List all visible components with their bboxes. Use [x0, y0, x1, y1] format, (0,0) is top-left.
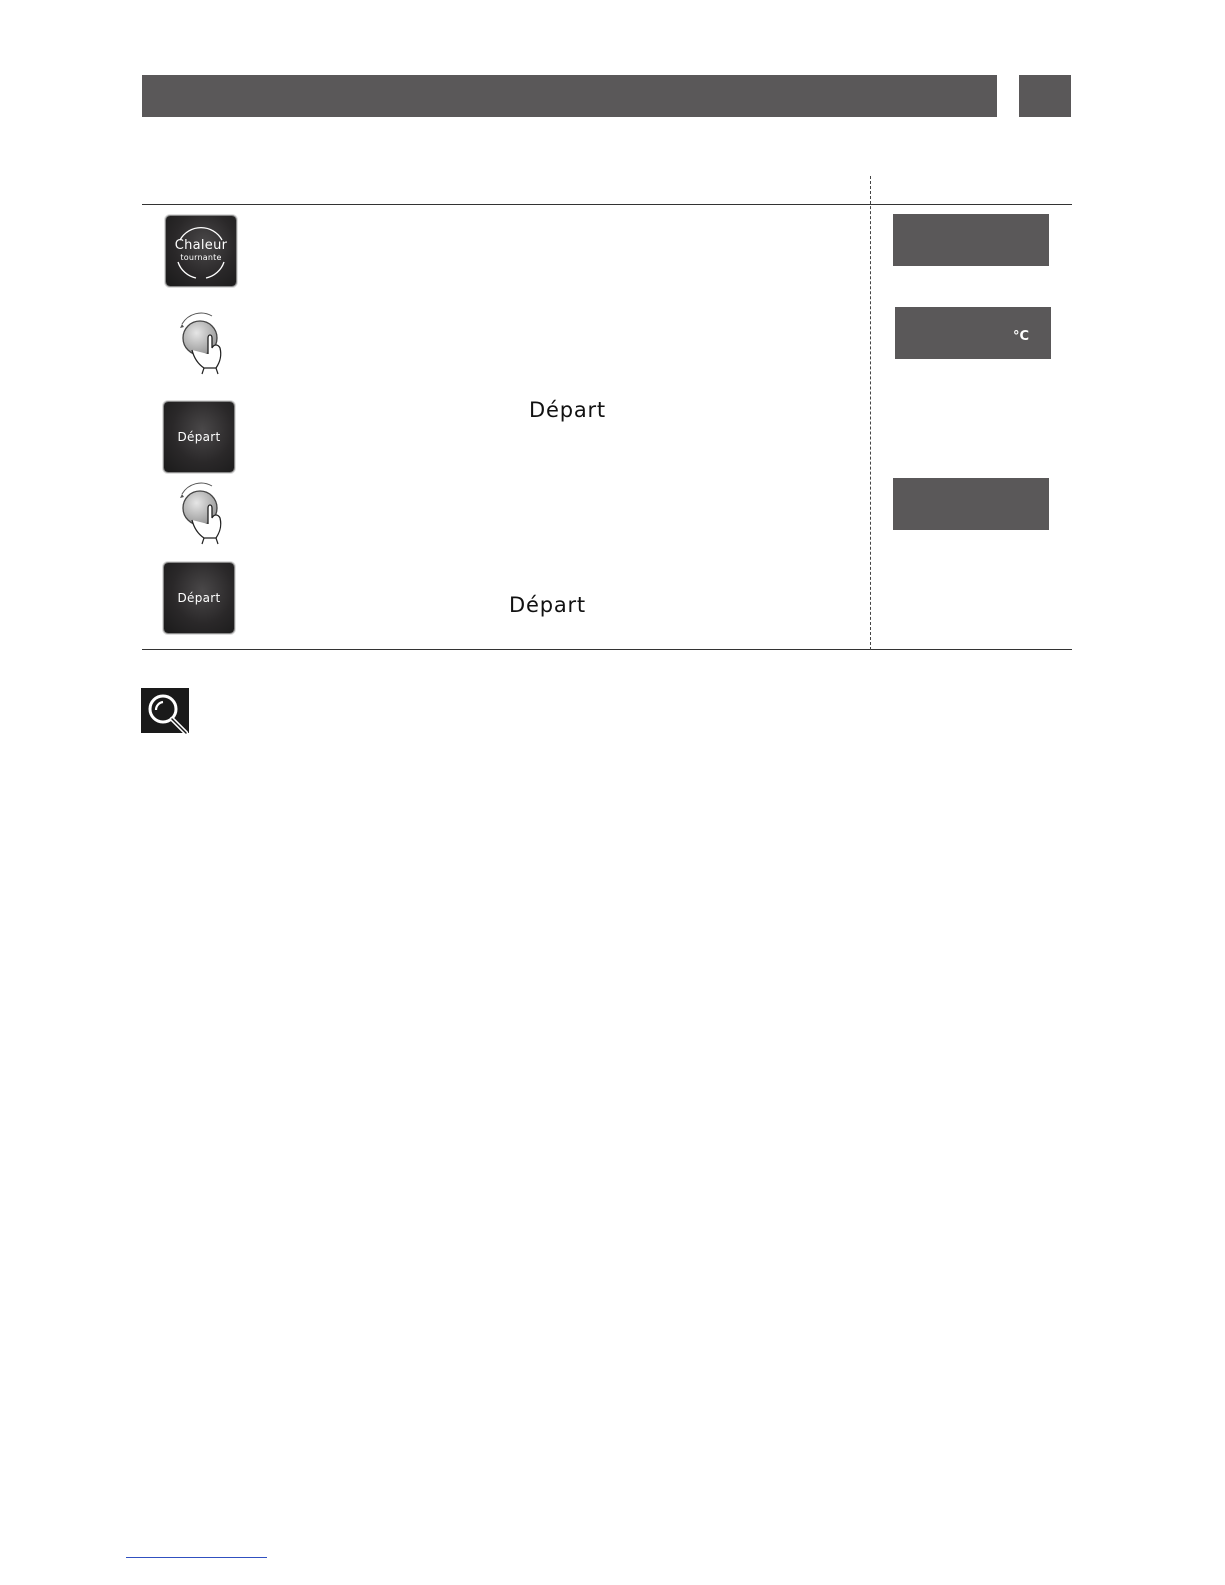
tournante-label: tournante: [180, 253, 222, 262]
depart-inline-label: Départ: [509, 593, 586, 617]
chaleur-tournante-button-icon: [166, 216, 236, 286]
depart-inline-label: Départ: [529, 398, 606, 422]
rotary-knob-hand-icon: [168, 478, 238, 548]
chaleur-label: Chaleur: [174, 238, 228, 253]
depart-button-label: Départ: [177, 430, 221, 444]
table-bottom-rule: [142, 649, 1072, 650]
rotary-knob-hand-icon: [168, 308, 238, 378]
header-page-tab: [1019, 75, 1071, 117]
celsius-unit: °C: [1012, 329, 1029, 344]
column-divider: [870, 176, 871, 650]
footer-link[interactable]: [126, 1557, 267, 1558]
header-bar: [142, 75, 997, 117]
magnifier-icon: [141, 688, 191, 736]
depart-button-icon: [164, 402, 234, 472]
display-panel-temperature: [895, 307, 1051, 359]
depart-button-label: Départ: [177, 591, 221, 605]
depart-button-icon: [164, 563, 234, 633]
display-panel-1: [893, 214, 1049, 266]
table-top-rule: [142, 204, 1072, 205]
display-panel-3: [893, 478, 1049, 530]
